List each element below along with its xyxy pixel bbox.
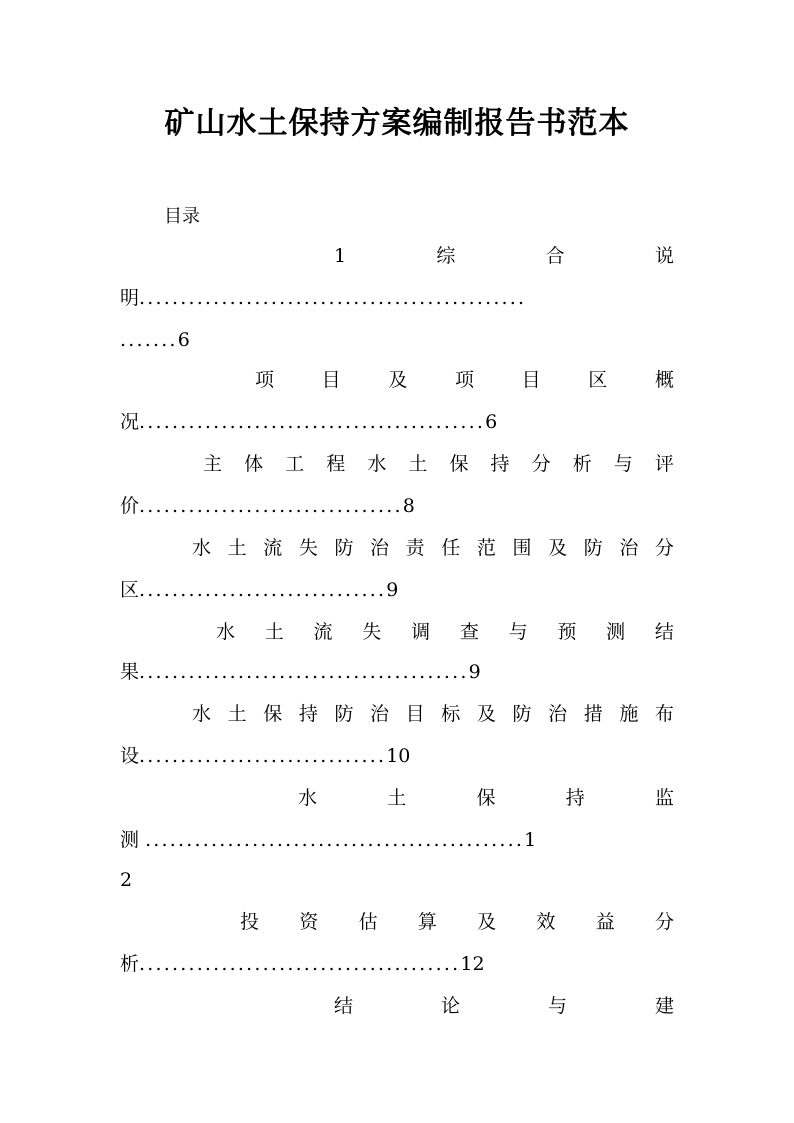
toc-word: 评 — [654, 453, 674, 475]
toc-word: 综 — [436, 245, 456, 267]
toc-word: 测 — [120, 829, 140, 851]
toc-word: 效 — [536, 911, 556, 933]
toc-word: 与 — [613, 453, 633, 475]
toc-word: 保 — [263, 703, 283, 725]
toc-word: 水 — [192, 703, 212, 725]
toc-word: 价 — [120, 495, 140, 517]
toc-word: 目 — [321, 369, 341, 391]
toc-leader-dots: ................................ — [139, 495, 403, 517]
toc-word: 调 — [411, 621, 431, 643]
toc-word: 结 — [654, 621, 674, 643]
toc-word: 持 — [490, 453, 510, 475]
toc-word: 区 — [588, 369, 608, 391]
toc-word: 主 — [203, 453, 223, 475]
toc-entry-2-top — [255, 368, 674, 392]
toc-word: 监 — [654, 787, 674, 809]
toc-word: 估 — [358, 911, 378, 933]
toc-word: 析 — [572, 453, 592, 475]
toc-leader-dots: .............................. — [139, 579, 387, 601]
toc-word: 与 — [508, 621, 528, 643]
toc-word: 算 — [417, 911, 437, 933]
toc-word: 防 — [583, 537, 603, 559]
toc-word: 测 — [606, 621, 626, 643]
toc-word: 目 — [405, 703, 425, 725]
toc-entry-2-bottom — [120, 410, 674, 434]
toc-entry-7-top — [298, 786, 674, 810]
toc-page-number: 9 — [386, 579, 399, 601]
toc-word: 治 — [548, 703, 568, 725]
toc-word: 防 — [334, 537, 354, 559]
toc-page-number: 2 — [120, 869, 133, 891]
toc-word: 水 — [192, 537, 212, 559]
toc-word: 设 — [120, 745, 140, 767]
toc-word: 保 — [476, 787, 496, 809]
toc-word: 论 — [440, 995, 460, 1017]
toc-word: 责 — [405, 537, 425, 559]
toc-word: 分 — [654, 911, 674, 933]
toc-word: 及 — [476, 703, 496, 725]
toc-entry-6-top — [192, 702, 674, 726]
document-title: 矿山水土保持方案编制报告书范本 — [164, 106, 630, 141]
toc-word: 标 — [441, 703, 461, 725]
toc-word: 况 — [120, 411, 140, 433]
toc-entry-7-bottom — [120, 828, 674, 852]
toc-word: 治 — [370, 703, 390, 725]
toc-word: 工 — [285, 453, 305, 475]
toc-word: 项 — [454, 369, 474, 391]
toc-entry-6-bottom — [120, 744, 674, 768]
toc-word: 围 — [512, 537, 532, 559]
toc-word: 投 — [240, 911, 260, 933]
toc-word: 分 — [654, 537, 674, 559]
toc-entry-5-top — [216, 620, 674, 644]
toc-page-number: 6 — [177, 329, 190, 351]
toc-page-number: 1 — [524, 829, 537, 851]
toc-word: 持 — [565, 787, 585, 809]
toc-word: 土 — [387, 787, 407, 809]
toc-word: 防 — [512, 703, 532, 725]
toc-word: 保 — [449, 453, 469, 475]
toc-word: 益 — [595, 911, 615, 933]
toc-word: 体 — [244, 453, 264, 475]
toc-entry-9-top — [334, 994, 674, 1018]
toc-word: 资 — [299, 911, 319, 933]
toc-word: 区 — [120, 579, 140, 601]
toc-page-number: 12 — [460, 953, 485, 975]
toc-leader-dots: .............................. — [139, 745, 387, 767]
toc-word: 明 — [120, 287, 140, 309]
toc-entry-1-bottom — [120, 286, 674, 310]
toc-word: 任 — [441, 537, 461, 559]
toc-word: 合 — [545, 245, 565, 267]
toc-word: 概 — [654, 369, 674, 391]
toc-leader-dots: ....... — [120, 329, 178, 351]
toc-word: 及 — [548, 537, 568, 559]
toc-word: 防 — [334, 703, 354, 725]
toc-word: 果 — [120, 661, 140, 683]
toc-word: 查 — [459, 621, 479, 643]
toc-word: 析 — [120, 953, 140, 975]
toc-word: 建 — [654, 995, 674, 1017]
toc-entry-4-bottom — [120, 578, 674, 602]
toc-word: 流 — [313, 621, 333, 643]
toc-entry-1-top — [334, 244, 674, 268]
toc-word: 范 — [476, 537, 496, 559]
toc-word: 流 — [263, 537, 283, 559]
toc-word: 土 — [264, 621, 284, 643]
toc-leader-dots: .............................................. — [145, 829, 525, 851]
toc-word: 项 — [255, 369, 275, 391]
toc-word: 治 — [619, 537, 639, 559]
toc-page-number: 10 — [386, 745, 411, 767]
toc-word: 说 — [654, 245, 674, 267]
toc-word: 治 — [370, 537, 390, 559]
toc-leader-dots: ........................................ — [139, 661, 469, 683]
toc-word: 施 — [619, 703, 639, 725]
toc-entry-5-bottom — [120, 660, 674, 684]
toc-leader-dots: ............................................... — [139, 287, 527, 309]
toc-entry-8-top — [240, 910, 674, 934]
toc-leader-dots: ....................................... — [139, 953, 461, 975]
toc-word: 与 — [547, 995, 567, 1017]
toc-word: 1 — [334, 245, 347, 267]
toc-page-number: 8 — [402, 495, 415, 517]
toc-word: 分 — [531, 453, 551, 475]
toc-word: 措 — [583, 703, 603, 725]
toc-word: 及 — [388, 369, 408, 391]
toc-word: 及 — [477, 911, 497, 933]
toc-word: 土 — [227, 537, 247, 559]
toc-page-number: 6 — [485, 411, 498, 433]
toc-entry-1-page-line — [120, 328, 674, 352]
toc-entry-8-bottom — [120, 952, 674, 976]
toc-page-number: 9 — [468, 661, 481, 683]
toc-word: 水 — [367, 453, 387, 475]
toc-word: 布 — [654, 703, 674, 725]
toc-leader-dots: .......................................... — [139, 411, 486, 433]
toc-entry-3-top — [203, 452, 674, 476]
toc-word: 失 — [298, 537, 318, 559]
toc-entry-3-bottom — [120, 494, 674, 518]
toc-word: 水 — [216, 621, 236, 643]
toc-word: 预 — [557, 621, 577, 643]
toc-word: 结 — [334, 995, 354, 1017]
toc-entry-4-top — [192, 536, 674, 560]
toc-word: 持 — [298, 703, 318, 725]
toc-entry-7-page-line — [120, 868, 674, 892]
toc-word: 失 — [362, 621, 382, 643]
toc-word: 程 — [326, 453, 346, 475]
toc-heading: 目录 — [164, 206, 200, 227]
toc-word: 目 — [521, 369, 541, 391]
toc-word: 土 — [227, 703, 247, 725]
toc-word: 土 — [408, 453, 428, 475]
toc-word: 水 — [298, 787, 318, 809]
